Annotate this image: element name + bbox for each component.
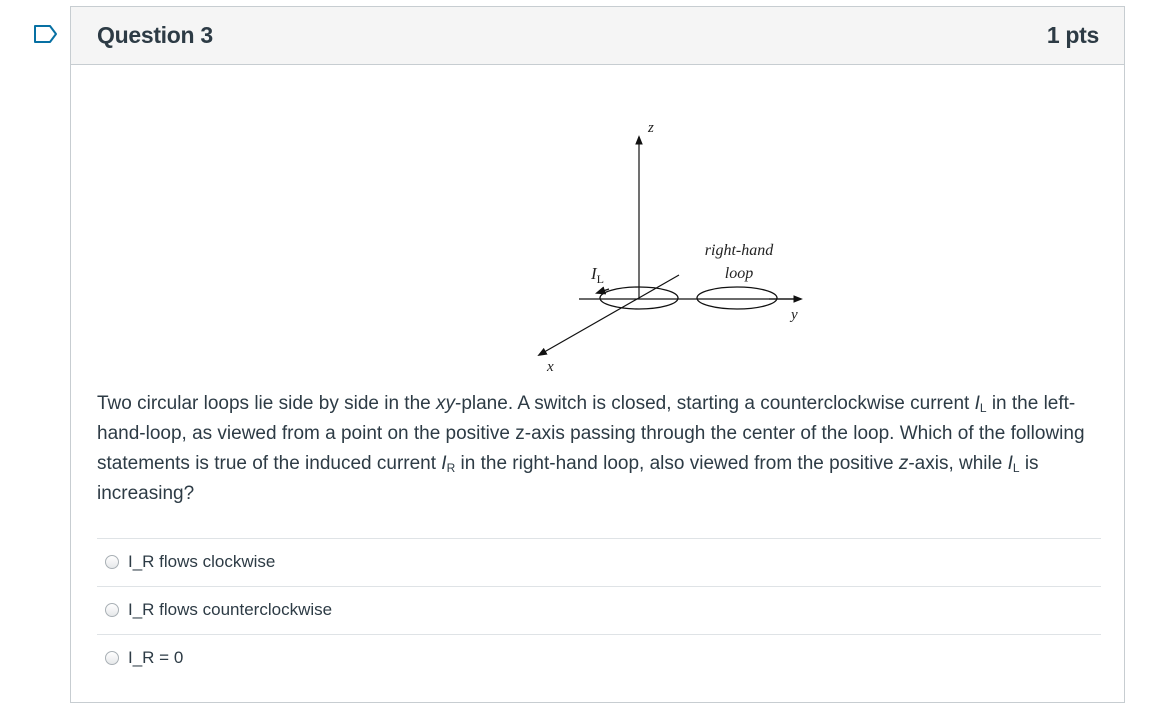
x-axis-label: x: [547, 359, 554, 375]
radio-button[interactable]: [105, 651, 119, 665]
answer-label[interactable]: I_R flows clockwise: [128, 552, 276, 571]
right-loop-label: right-hand: [704, 242, 774, 259]
answer-label[interactable]: I_R flows counterclockwise: [128, 600, 333, 619]
loops-diagram: [459, 107, 798, 377]
question-text: Two circular loops lie side by side in the xy-plane. A switch is closed, starting a counterclockwise current $I_L$ in the left-hand-loop, as viewed from a point on the positive z-axis passing through the center of the loop. Which of the following statements is true of the induced current $I_R$ in the right-hand loop, also viewed from the positive z-axis, while $I_L$ is increasing?: [97, 393, 1085, 504]
answer-option[interactable]: [97, 586, 1101, 634]
x-axis: [539, 275, 679, 355]
answer-list: [97, 538, 1101, 682]
question-points: 1 pts: [1046, 22, 1099, 48]
z-axis-label: z: [648, 120, 654, 136]
question-header: [71, 7, 1124, 65]
answer-option[interactable]: [97, 634, 1101, 682]
question-title: Question 3: [97, 22, 213, 48]
radio-button[interactable]: [105, 555, 119, 569]
current-label: $I_L$: [591, 264, 605, 286]
question-card: [70, 6, 1125, 703]
radio-button[interactable]: [105, 603, 119, 617]
answer-label[interactable]: I_R = 0: [128, 648, 184, 667]
right-loop: [697, 287, 777, 309]
y-axis-label: y: [791, 307, 798, 323]
answer-option[interactable]: [97, 538, 1101, 586]
bookmark-icon[interactable]: [33, 24, 59, 44]
right-loop-label-2: loop: [724, 265, 754, 282]
